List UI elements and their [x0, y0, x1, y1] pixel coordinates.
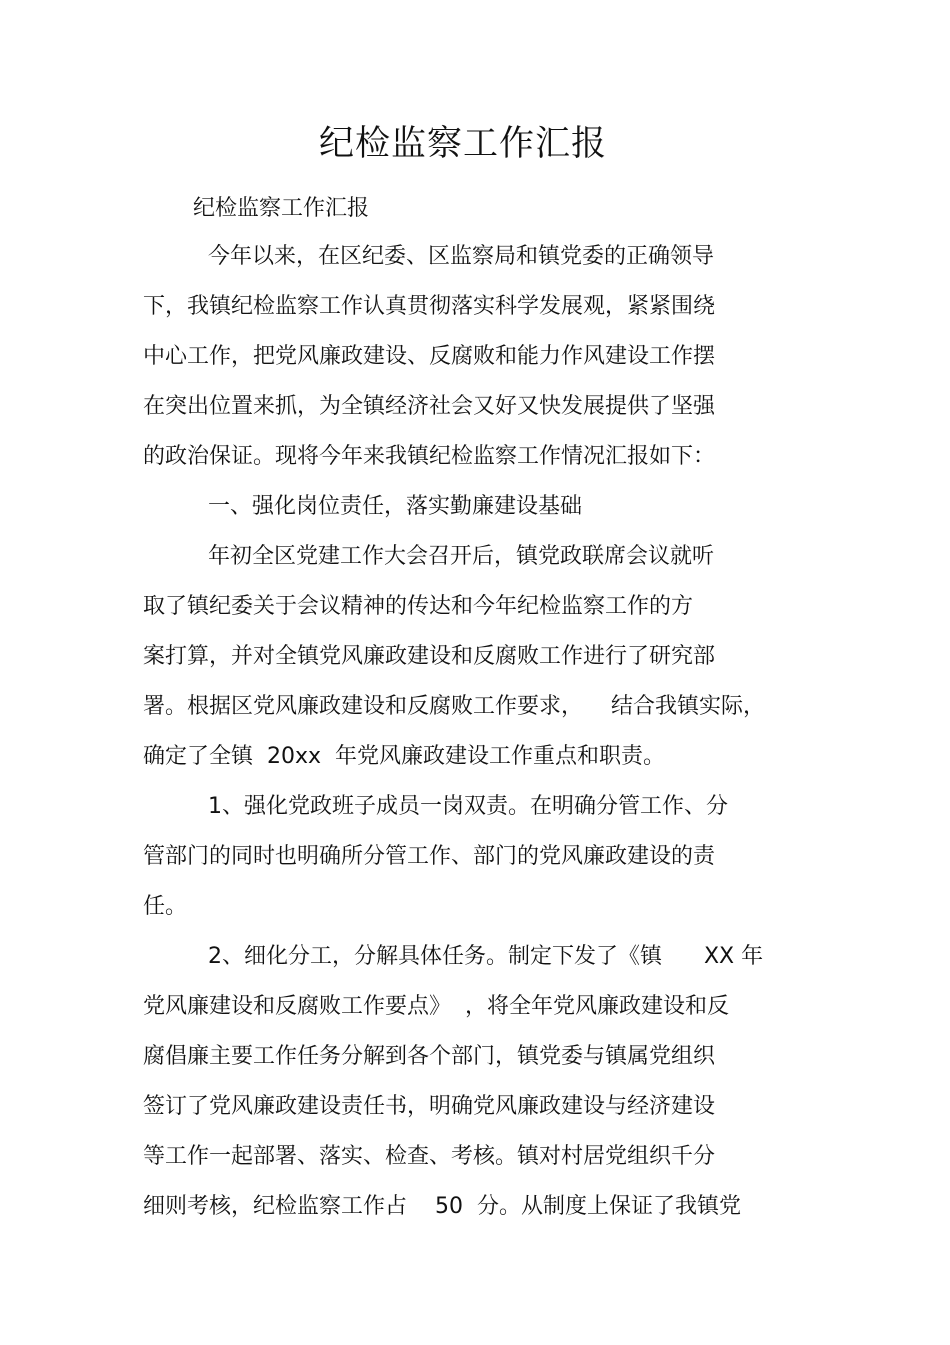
document-title: 纪检监察工作汇报 [318, 124, 607, 164]
list-item-line: 签订了党风廉政建设责任书，明确党风廉政建设与经济建设 [143, 1094, 716, 1119]
paragraph-line: 今年以来，在区纪委、区监察局和镇党委的正确领导 [208, 244, 715, 269]
list-item-line: 党风廉建设和反腐败工作要点》 ，将全年党风廉政建设和反 [143, 994, 729, 1019]
list-item-line: 等工作一起部署、落实、检查、考核。镇对村居党组织千分 [143, 1144, 716, 1169]
list-item-line: 1、强化党政班子成员一岗双责。在明确分管工作、分 [208, 794, 728, 819]
list-item-line: 2、细化分工，分解具体任务。制定下发了《镇 XX 年 [208, 944, 764, 969]
paragraph-line: 案打算，并对全镇党风廉政建设和反腐败工作进行了研究部 [143, 644, 716, 669]
paragraph-line: 的政治保证。现将今年来我镇纪检监察工作情况汇报如下： [143, 444, 716, 469]
paragraph-line: 取了镇纪委关于会议精神的传达和今年纪检监察工作的方 [143, 594, 694, 619]
paragraph-line: 署。根据区党风廉政建设和反腐败工作要求， 结合我镇实际， [143, 694, 765, 719]
list-item-line: 腐倡廉主要工作任务分解到各个部门，镇党委与镇属党组织 [143, 1044, 716, 1069]
list-item-line: 任。 [143, 894, 188, 919]
paragraph-line: 在突出位置来抓，为全镇经济社会又好又快发展提供了坚强 [143, 394, 716, 419]
paragraph-line: 年初全区党建工作大会召开后，镇党政联席会议就听 [208, 544, 715, 569]
section-heading: 一、强化岗位责任，落实勤廉建设基础 [208, 494, 583, 519]
paragraph-line: 下，我镇纪检监察工作认真贯彻落实科学发展观，紧紧围绕 [143, 294, 716, 319]
paragraph-line: 确定了全镇 20xx 年党风廉政建设工作重点和职责。 [143, 744, 666, 769]
subtitle-line: 纪检监察工作汇报 [193, 196, 370, 221]
list-item-line: 管部门的同时也明确所分管工作、部门的党风廉政建设的责 [143, 844, 716, 869]
paragraph-line: 中心工作，把党风廉政建设、反腐败和能力作风建设工作摆 [143, 344, 716, 369]
list-item-line: 细则考核，纪检监察工作占 50 分。从制度上保证了我镇党 [143, 1194, 741, 1219]
